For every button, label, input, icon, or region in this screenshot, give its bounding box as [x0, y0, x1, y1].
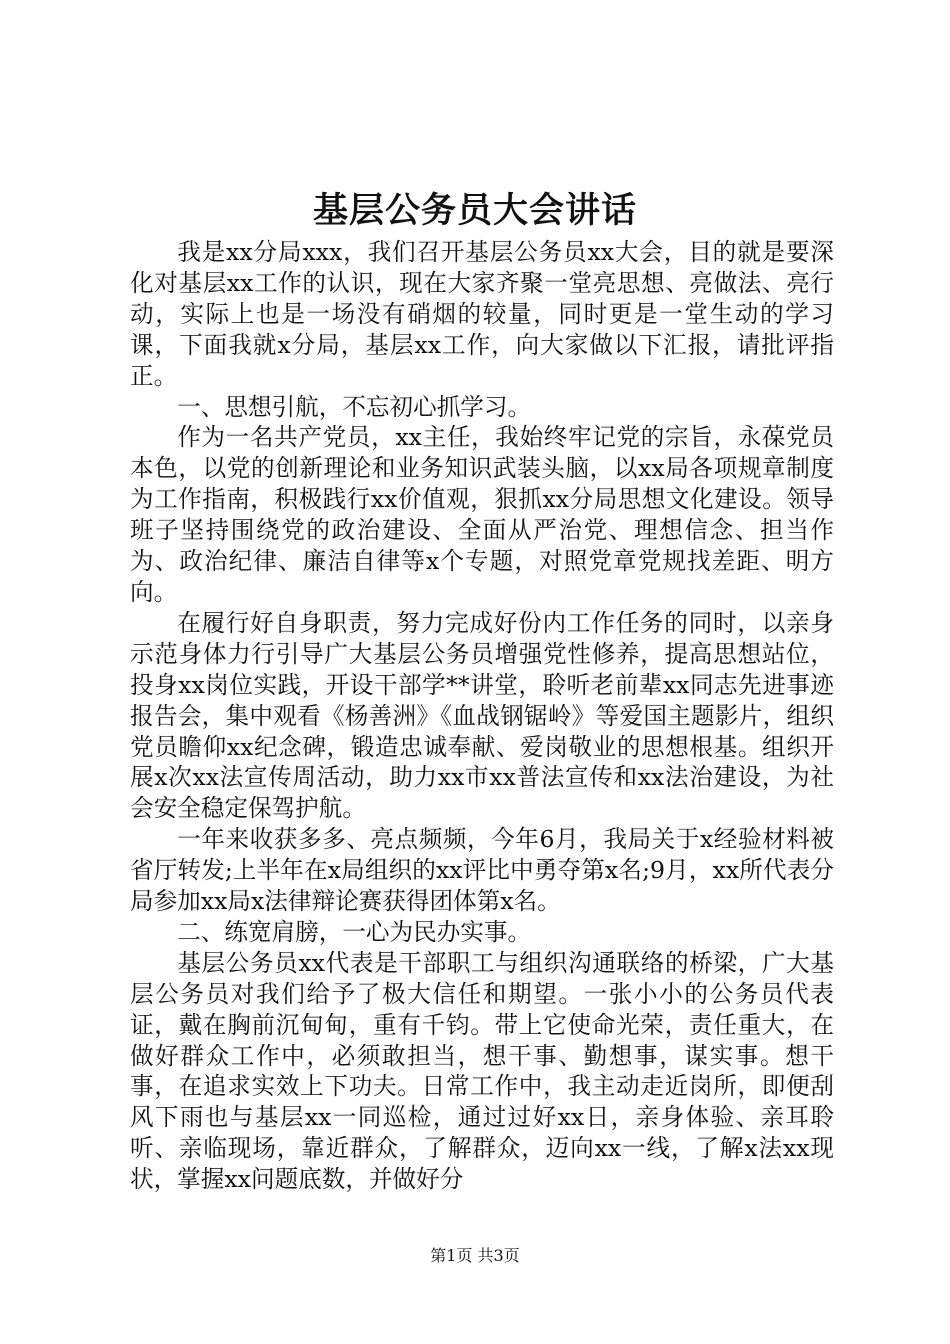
- paragraph: 作为一名共产党员，xx主任，我始终牢记党的宗旨，永葆党员本色，以党的创新理论和业务知识武装头脑，以xx局各项规章制度为工作指南，积极践行xx价值观，狠抓xx分局思想文化建设。领导班子坚持围绕党的政治建设、全面从严治党、理想信念、担当作为、政治纪律、廉洁自律等x个专题，对照党章党规找差距、明方向。: [130, 423, 834, 606]
- section-heading-2: 二、练宽肩膀，一心为民办实事。: [177, 917, 532, 946]
- section-heading-1: 一、思想引航，不忘初心抓学习。: [177, 392, 532, 421]
- paragraph: 基层公务员xx代表是干部职工与组织沟通联络的桥梁，广大基层公务员对我们给予了极大信任和期望。一张小小的公务员代表证，戴在胸前沉甸甸，重有千钧。带上它使命光荣，责任重大，在做好群众工作中，必须敢担当，想干事、勤想事，谋实事。想干事，在追求实效上下功夫。日常工作中，我主动走近岗所，即便刮风下雨也与基层xx一同巡检，通过过好xx日，亲身体验、亲耳聆听、亲临现场，靠近群众，了解群众，迈向xx一线，了解x法xx现状，掌握xx问题底数，并做好分: [130, 948, 834, 1194]
- paragraph: 在履行好自身职责，努力完成好份内工作任务的同时，以亲身示范身体力行引导广大基层公务员增强党性修养，提高思想站位，投身xx岗位实践，开设干部学**讲堂，聆听老前辈xx同志先进事迹报告会，集中观看《杨善洲》《血战钢锯岭》等爱国主题影片，组织党员瞻仰xx纪念碑，锻造忠诚奉献、爱岗敬业的思想根基。组织开展x次xx法宣传周活动，助力xx市xx普法宣传和xx法治建设，为社会安全稳定保驾护航。: [130, 608, 834, 823]
- document-body: [130, 237, 834, 1195]
- paragraph: 一年来收获多多、亮点频频，今年6月，我局关于x经验材料被省厅转发;上半年在x局组织的xx评比中勇夺第x名;9月，xx所代表分局参加xx局x法律辩论赛获得团体第x名。: [130, 825, 834, 916]
- paragraph-intro: 我是xx分局xxx，我们召开基层公务员xx大会，目的就是要深化对基层xx工作的认识，现在大家齐聚一堂亮思想、亮做法、亮行动，实际上也是一场没有硝烟的较量，同时更是一堂生动的学习课，下面我就x分局，基层xx工作，向大家做以下汇报，请批评指正。: [130, 238, 834, 390]
- document-title: 基层公务员大会讲话: [312, 190, 637, 231]
- page-footer: 第1页 共3页: [430, 1246, 520, 1265]
